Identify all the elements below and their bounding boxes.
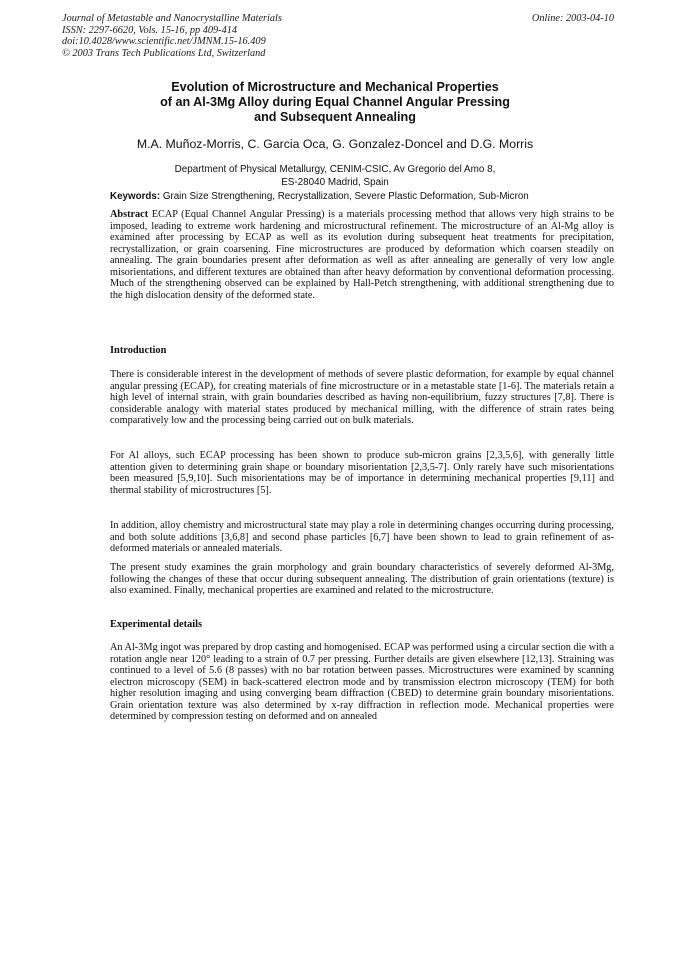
affiliation-line: ES-28040 Madrid, Spain — [281, 177, 389, 188]
title-line: Evolution of Microstructure and Mechanical Properties — [171, 80, 499, 94]
keywords-label: Keywords: — [110, 191, 161, 202]
abstract-text: ECAP (Equal Channel Angular Pressing) is a materials processing method that allows very high strains to be imposed, leading to extreme work hardening and microstructural refinement. The microstructure of an Al-Mg alloy is examined after processing by ECAP as well as its evolution during subsequent heat treatments for precipitation, recrystallization, or grain coarsening. Fine microstructures are produced by deformation which coarsen steadily on annealing. The grain boundaries present after deformation as well as after annealing are generally of very low angle misorientations, and different textures are obtained than after heavy deformation by conventional deformation processing. Much of the strengthening observed can be explained by Hall-Petch strengthening, with additional strengthening due to the high dislocation density of the deformed state. — [110, 209, 614, 301]
paragraph: In addition, alloy chemistry and microstructural state may play a role in determining changes occurring during processing, and both solute additions [3,6,8] and second phase particles [6,7] have been shown to lead to grain refinement of as-deformed materials or annealed materials. — [110, 520, 614, 555]
title-line: of an Al-3Mg Alloy during Equal Channel Angular Pressing — [160, 95, 510, 109]
author-list: M.A. Muñoz-Morris, C. Garcia Oca, G. Gonzalez-Doncel and D.G. Morris — [136, 137, 534, 151]
online-date: Online: 2003-04-10 — [531, 13, 614, 24]
paragraph: The present study examines the grain morphology and grain boundary characteristics of severely deformed Al-3Mg, following the changes of these that occur during subsequent annealing. The distribution of grain orientations (texture) is also examined. Finally, mechanical properties are examined and related to the microstructure. — [110, 562, 614, 597]
issn-line: ISSN: 2297-6620, Vols. 15-16, pp 409-414 — [62, 24, 238, 36]
paragraph: An Al-3Mg ingot was prepared by drop casting and homogenised. ECAP was performed using a circular section die with a rotation angle near 120° leading to a strain of 0.7 per pressing. Further details are given elsewhere [12,13]. Straining was continued to a level of 5.6 (8 passes) with no bar rotation between passes. Microstructures were examined by scanning electron microscopy (SEM) in back-scattered electron mode and by transmission electron microscopy (TEM) for both higher resolution imaging and using converging beam diffraction (CBED) to determine grain boundary misorientations. Grain orientation texture was also determined by x-ray diffraction in reflection mode. Mechanical properties were determined by compression testing on deformed and on annealed — [110, 642, 614, 723]
section-heading-experimental: Experimental details — [110, 619, 203, 630]
section-heading-introduction: Introduction — [110, 345, 167, 356]
keywords — [110, 191, 630, 202]
copyright-line: © 2003 Trans Tech Publications Ltd, Switzerland — [62, 47, 266, 59]
keywords-text: Grain Size Strengthening, Recrystallization, Severe Plastic Deformation, Sub-Micron — [162, 191, 529, 202]
title-line: and Subsequent Annealing — [254, 110, 416, 124]
paragraph: There is considerable interest in the development of methods of severe plastic deformation, for example by equal channel angular pressing (ECAP), for creating materials of fine microstructure or in a metastable state [1-6]. The materials retain a high level of internal strain, with grain boundaries described as having non-equilibrium, fuzzy structures [7,8]. There is considerable analogy with material states produced by mechanical milling, with the difference of strain rates being comparatively low and the processing being carried out on bulk materials. — [110, 369, 614, 427]
affiliation-line: Department of Physical Metallurgy, CENIM-CSIC, Av Gregorio del Amo 8, — [174, 164, 496, 175]
affiliation — [60, 163, 610, 189]
journal-name: Journal of Metastable and Nanocrystalline Materials — [62, 13, 282, 24]
paper-title — [60, 80, 610, 125]
doi-line: doi:10.4028/www.scientific.net/JMNM.15-16.409 — [62, 36, 266, 48]
paragraph: For Al alloys, such ECAP processing has been shown to produce sub-micron grains [2,3,5,6], with generally little attention given to determining grain shape or boundary misorientation [2,3,5-7]. Only rarely have such misorientations been measured [5,9,10]. Such misorientations may be of importance in determining mechanical properties [9,11] and thermal stability of microstructures [5]. — [110, 450, 614, 496]
journal-header — [62, 13, 442, 59]
abstract-label: Abstract — [110, 209, 149, 220]
abstract — [110, 209, 614, 301]
